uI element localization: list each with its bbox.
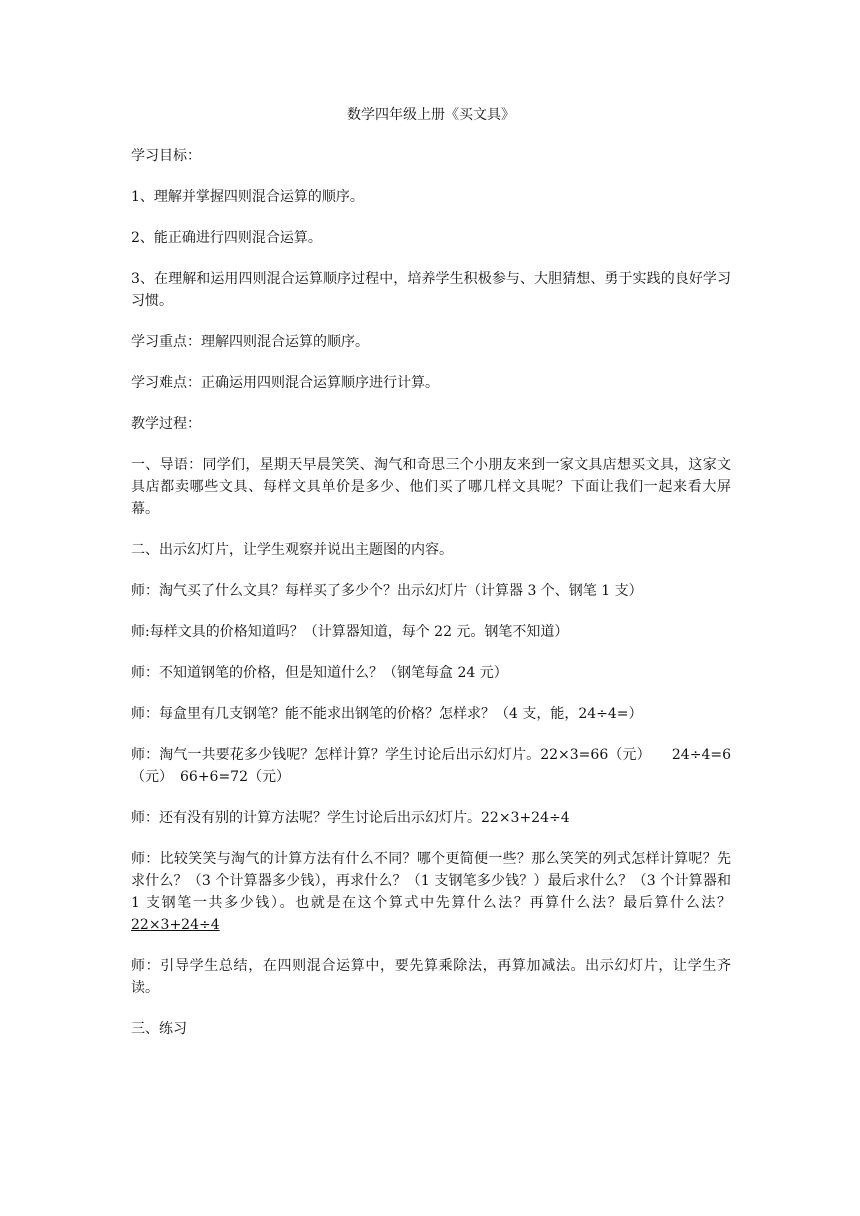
summary-paragraph: 师：引导学生总结，在四则混合运算中，要先算乘除法，再算加减法。出示幻灯片，让学生齐读。 <box>131 958 731 996</box>
objective-item: 3、在理解和运用四则混合运算顺序过程中，培养学生积极参与、大胆猜想、勇于实践的良好学习习惯。 <box>131 271 731 309</box>
dialogue-paragraph: 师：每盒里有几支钢笔？能不能求出钢笔的价格？怎样求？（4 支，能，24÷4=） <box>131 706 643 722</box>
objective-item: 1、理解并掌握四则混合运算的顺序。 <box>131 189 364 205</box>
document-title: 数学四年级上册《买文具》 <box>347 107 515 123</box>
compare-formula: 22×3+24÷4 <box>131 917 220 933</box>
key-point: 学习重点：理解四则混合运算的顺序。 <box>131 334 369 350</box>
practice-heading: 三、练习 <box>131 1021 187 1037</box>
dialogue-paragraph: 师：还有没有别的计算方法呢？学生讨论后出示幻灯片。22×3+24÷4 <box>131 810 570 826</box>
compare-paragraph <box>131 848 731 936</box>
dialogue-paragraph: 师：淘气买了什么文具？每样买了多少个？出示幻灯片（计算器 3 个、钢笔 1 支） <box>131 583 643 599</box>
process-heading: 教学过程： <box>131 416 201 432</box>
document-page <box>131 104 731 1059</box>
dialogue-paragraph: 师：淘气一共要花多少钱呢？怎样计算？学生讨论后出示幻灯片。22×3=66（元） 24÷4=6（元） 66+6=72（元） <box>131 747 731 785</box>
dialogue-paragraph: 师：不知道钢笔的价格，但是知道什么？（钢笔每盒 24 元） <box>131 665 508 681</box>
compare-text: 师：比较笑笑与淘气的计算方法有什么不同？哪个更简便一些？那么笑笑的列式怎样计算呢？先求什么？（3 个计算器多少钱），再求什么？（1 支钢笔多少钱？）最后求什么？（3 个计算器和 1 支钢笔一共多少钱）。也就是在这个算式中先算什么法？再算什么法？最后算什么法？ <box>131 851 731 911</box>
slide-paragraph: 二、出示幻灯片，让学生观察并说出主题图的内容。 <box>131 542 453 558</box>
difficult-point: 学习难点：正确运用四则混合运算顺序进行计算。 <box>131 375 439 391</box>
dialogue-paragraph: 师:每样文具的价格知道吗？（计算器知道，每个 22 元。钢笔不知道） <box>131 624 569 640</box>
objectives-heading: 学习目标： <box>131 148 201 164</box>
objective-item: 2、能正确进行四则混合运算。 <box>131 230 322 246</box>
intro-paragraph: 一、导语：同学们，星期天早晨笑笑、淘气和奇思三个小朋友来到一家文具店想买文具，这家文具店都卖哪些文具、每样文具单价是多少、他们买了哪几样文具呢？下面让我们一起来看大屏幕。 <box>131 457 731 517</box>
